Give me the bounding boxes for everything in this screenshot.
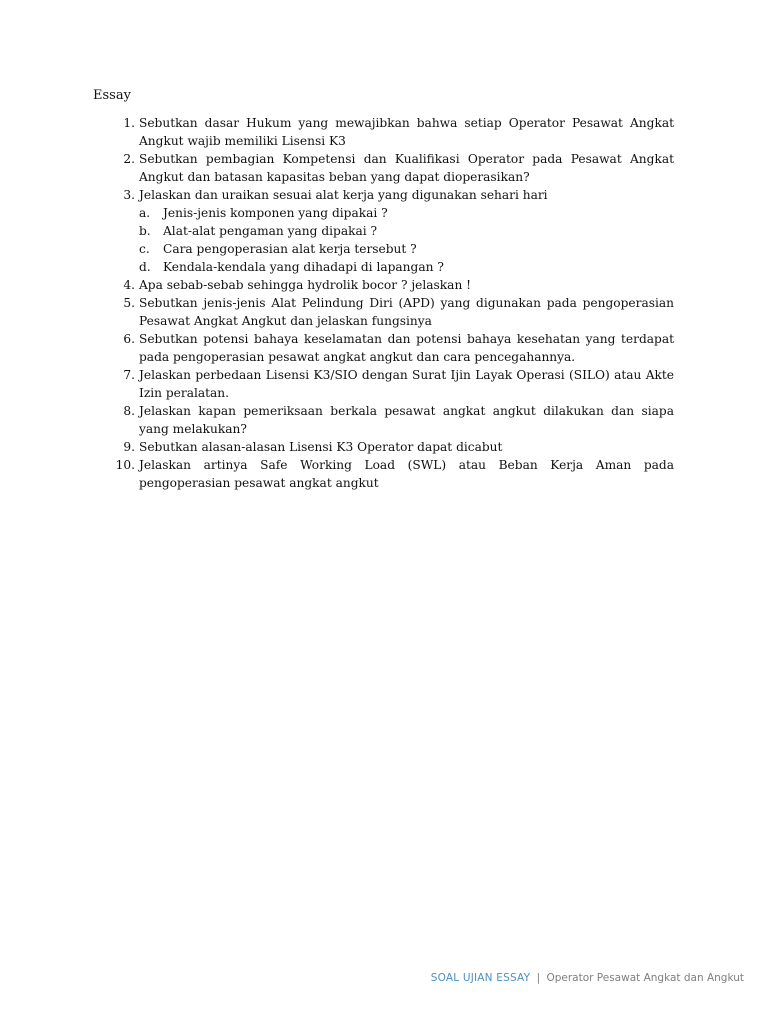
footer-separator: | (536, 972, 541, 984)
sub-question-c (139, 240, 674, 258)
footer-subtitle: Operator Pesawat Angkat dan Angkut (546, 972, 744, 984)
question-number: 4. (123, 278, 135, 292)
question-number: 6. (123, 332, 135, 346)
question-item-6 (123, 330, 674, 366)
question-text: Sebutkan pembagian Kompetensi dan Kualifikasi Operator pada Pesawat Angkat Angkut dan batasan kapasitas beban yang dapat dioperasikan? (139, 152, 674, 184)
sub-question-letter: c. (139, 242, 150, 256)
sub-question-text: Alat-alat pengaman yang dipakai ? (163, 224, 378, 238)
question-number: 2. (123, 152, 135, 166)
question-text: Apa sebab-sebab sehingga hydrolik bocor ? jelaskan ! (139, 278, 472, 292)
question-number: 10. (115, 458, 135, 472)
question-number: 9. (123, 440, 135, 454)
sub-question-text: Jenis-jenis komponen yang dipakai ? (163, 206, 388, 220)
question-number: 5. (123, 296, 135, 310)
sub-question-letter: b. (139, 224, 151, 238)
question-text: Jelaskan kapan pemeriksaan berkala pesawat angkat angkut dilakukan dan siapa yang melakukan? (139, 404, 674, 436)
question-text: Jelaskan dan uraikan sesuai alat kerja yang digunakan sehari hari (139, 188, 548, 202)
sub-question-letter: a. (139, 206, 151, 220)
sub-question-text: Kendala-kendala yang dihadapi di lapangan ? (163, 260, 444, 274)
sub-question-d (139, 258, 674, 276)
sub-question-b (139, 222, 674, 240)
question-item-1 (123, 114, 674, 150)
question-text: Jelaskan perbedaan Lisensi K3/SIO dengan Surat Ijin Layak Operasi (SILO) atau Akte Izin peralatan. (139, 368, 674, 400)
question-item-7 (123, 366, 674, 402)
question-item-3 (123, 186, 674, 276)
sub-question-letter: d. (139, 260, 151, 274)
page-footer (431, 971, 744, 985)
question-text: Sebutkan dasar Hukum yang mewajibkan bahwa setiap Operator Pesawat Angkat Angkut wajib memiliki Lisensi K3 (139, 116, 674, 148)
question-list (115, 114, 674, 492)
question-item-2 (123, 150, 674, 186)
question-item-9 (123, 438, 674, 456)
question-number: 8. (123, 404, 135, 418)
question-number: 3. (123, 188, 135, 202)
question-text: Jelaskan artinya Safe Working Load (SWL) atau Beban Kerja Aman pada pengoperasian pesawat angkat angkut (139, 458, 674, 490)
question-text: Sebutkan jenis-jenis Alat Pelindung Diri (APD) yang digunakan pada pengoperasian Pesawat Angkat Angkut dan jelaskan fungsinya (139, 296, 674, 328)
question-item-10 (115, 456, 674, 492)
question-text: Sebutkan alasan-alasan Lisensi K3 Operator dapat dicabut (139, 440, 503, 454)
question-number: 7. (123, 368, 135, 382)
footer-title: SOAL UJIAN ESSAY (430, 972, 531, 984)
sub-question-a (139, 204, 674, 222)
question-number: 1. (123, 116, 135, 130)
question-item-4 (123, 276, 674, 294)
section-heading: Essay (93, 88, 131, 103)
sub-question-list (139, 204, 674, 276)
question-item-8 (123, 402, 674, 438)
sub-question-text: Cara pengoperasian alat kerja tersebut ? (163, 242, 417, 256)
question-item-5 (123, 294, 674, 330)
question-text: Sebutkan potensi bahaya keselamatan dan potensi bahaya kesehatan yang terdapat pada pengoperasian pesawat angkat angkut dan cara pencegahannya. (139, 332, 674, 364)
